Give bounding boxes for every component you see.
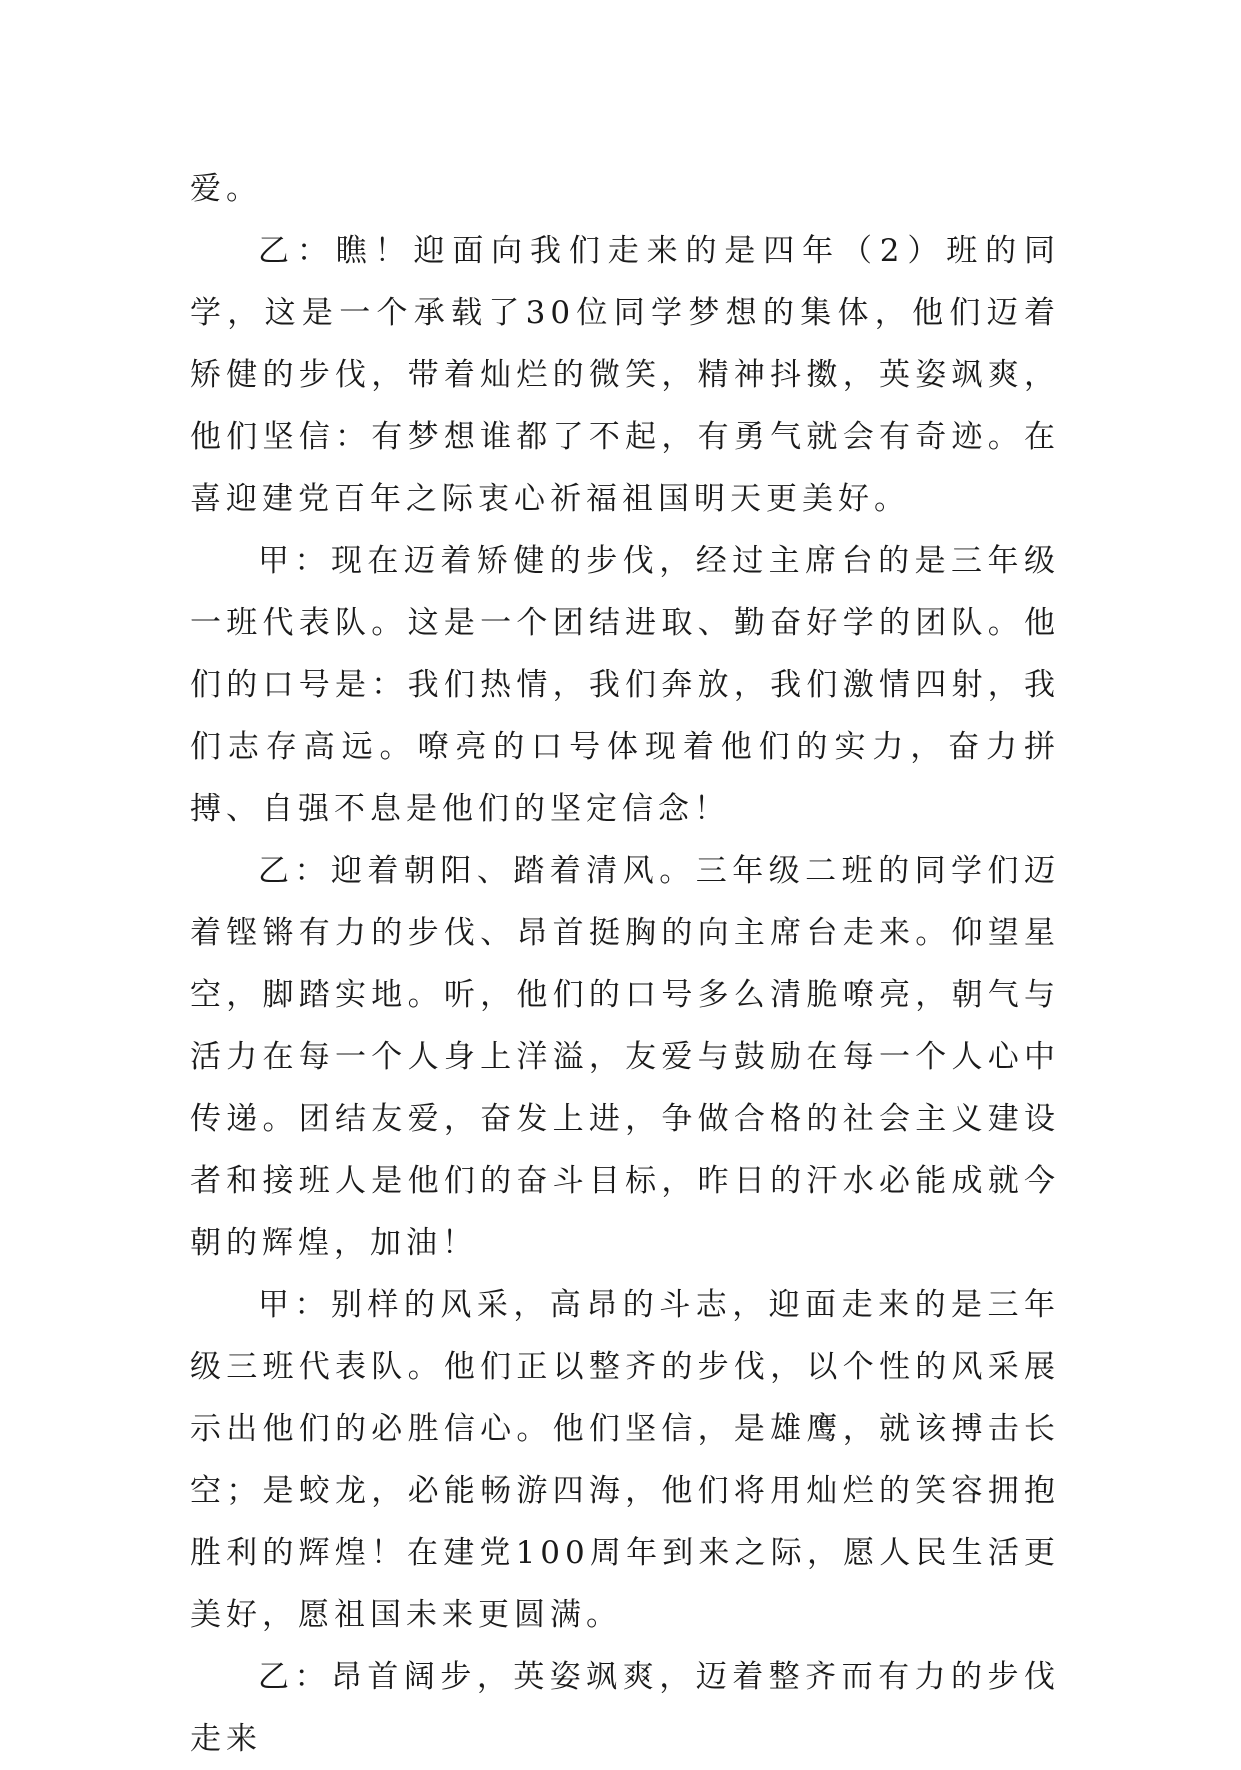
document-body	[190, 158, 1060, 1770]
paragraph-continuation: 爱。	[190, 171, 262, 207]
paragraph-yi-continued: 乙：昂首阔步，英姿飒爽，迈着整齐而有力的步伐走来	[190, 1659, 1060, 1757]
paragraph-jia-class-3-1: 甲：现在迈着矫健的步伐，经过主席台的是三年级一班代表队。这是一个团结进取、勤奋好学的团队。他们的口号是：我们热情，我们奔放，我们激情四射，我们志存高远。嘹亮的口号体现着他们的实力，奋力拼搏、自强不息是他们的坚定信念！	[190, 543, 1060, 827]
paragraph-yi-class-3-2: 乙：迎着朝阳、踏着清风。三年级二班的同学们迈着铿锵有力的步伐、昂首挺胸的向主席台走来。仰望星空，脚踏实地。听，他们的口号多么清脆嘹亮，朝气与活力在每一个人身上洋溢，友爱与鼓励在每一个人心中传递。团结友爱，奋发上进，争做合格的社会主义建设者和接班人是他们的奋斗目标，昨日的汗水必能成就今朝的辉煌，加油！	[190, 853, 1060, 1261]
paragraph-jia-class-3-3: 甲：别样的风采，高昂的斗志，迎面走来的是三年级三班代表队。他们正以整齐的步伐，以个性的风采展示出他们的必胜信心。他们坚信，是雄鹰，就该搏击长空；是蛟龙，必能畅游四海，他们将用灿烂的笑容拥抱胜利的辉煌！在建党100周年到来之际，愿人民生活更美好，愿祖国未来更圆满。	[190, 1287, 1060, 1633]
paragraph-yi-class-4-2: 乙：瞧！迎面向我们走来的是四年（2）班的同学，这是一个承载了30位同学梦想的集体，他们迈着矫健的步伐，带着灿烂的微笑，精神抖擞，英姿飒爽，他们坚信：有梦想谁都了不起，有勇气就会有奇迹。在喜迎建党百年之际衷心祈福祖国明天更美好。	[190, 233, 1060, 517]
